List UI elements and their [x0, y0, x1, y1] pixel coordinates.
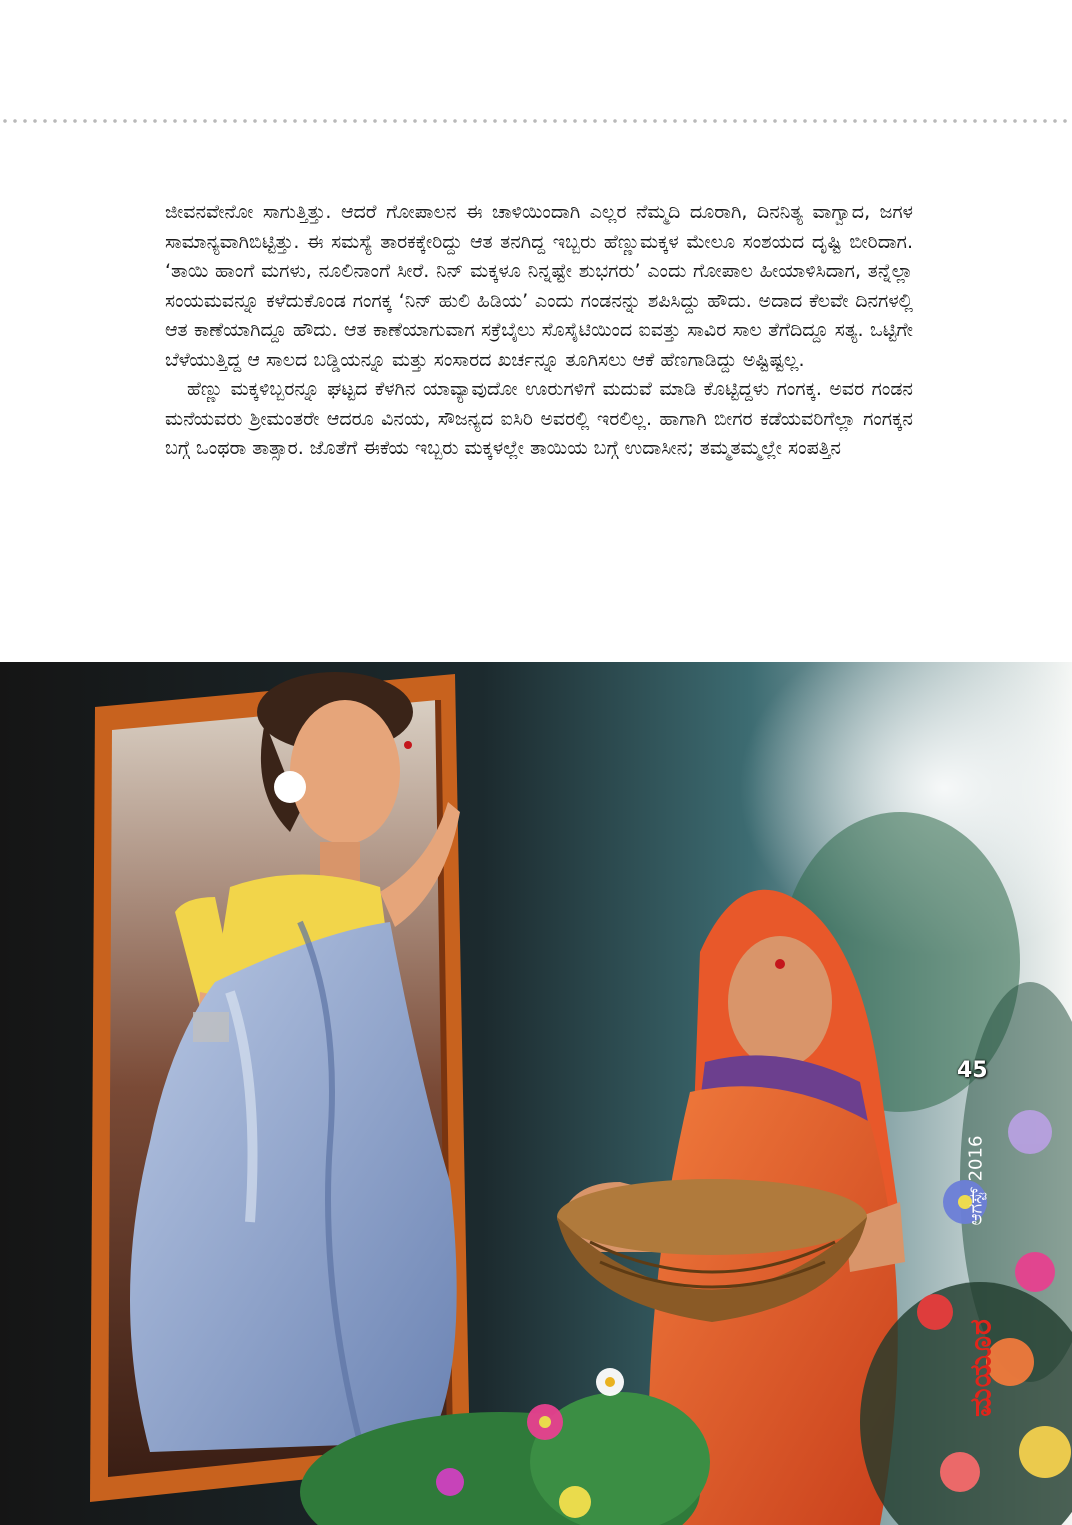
magazine-name: ಮಯೂರ [963, 1318, 999, 1417]
top-dotted-rule [0, 118, 1072, 124]
story-illustration [0, 662, 1072, 1525]
article-body [165, 198, 913, 464]
issue-date: ಆಗಸ್ಟ್ 2016 [965, 1135, 987, 1226]
page-number: 45 [957, 1058, 988, 1083]
magazine-masthead [946, 1290, 1016, 1470]
paragraph-1: ಜೀವನವೇನೋ ಸಾಗುತ್ತಿತ್ತು. ಆದರೆ ಗೋಪಾಲನ ಈ ಚಾಳಿಯಿಂದಾಗಿ ಎಲ್ಲರ ನೆಮ್ಮದಿ ದೂರಾಗಿ, ದಿನನಿತ್ಯ ವಾಗ್ವಾದ, ಜಗಳ ಸಾಮಾನ್ಯವಾಗಿಬಿಟ್ಟಿತ್ತು. ಈ ಸಮಸ್ಯೆ ತಾರಕಕ್ಕೇರಿದ್ದು ಆತ ತನಗಿದ್ದ ಇಬ್ಬರು ಹೆಣ್ಣುಮಕ್ಕಳ ಮೇಲೂ ಸಂಶಯದ ದೃಷ್ಟಿ ಬೀರಿದಾಗ. ‘ತಾಯಿ ಹಾಂಗೆ ಮಗಳು, ನೂಲಿನಾಂಗೆ ಸೀರೆ. ನಿನ್ ಮಕ್ಕಳೂ ನಿನ್ನಷ್ಟೇ ಶುಭಗರು’ ಎಂದು ಗೋಪಾಲ ಹೀಯಾಳಿಸಿದಾಗ, ತನ್ನೆಲ್ಲಾ ಸಂಯಮವನ್ನೂ ಕಳೆದುಕೊಂಡ ಗಂಗಕ್ಕ ‘ನಿನ್ ಹುಲಿ ಹಿಡಿಯ’ ಎಂದು ಗಂಡನನ್ನು ಶಪಿಸಿದ್ದು ಹೌದು. ಅದಾದ ಕೆಲವೇ ದಿನಗಳಲ್ಲಿ ಆತ ಕಾಣೆಯಾಗಿದ್ದೂ ಹೌದು. ಆತ ಕಾಣೆಯಾಗುವಾಗ ಸಕ್ರೆಬೈಲು ಸೊಸೈಟಿಯಿಂದ ಐವತ್ತು ಸಾವಿರ ಸಾಲ ತೆಗೆದಿದ್ದೂ ಸತ್ಯ. ಒಟ್ಟಿಗೇ ಬೆಳೆಯುತ್ತಿದ್ದ ಆ ಸಾಲದ ಬಡ್ಡಿಯನ್ನೂ ಮತ್ತು ಸಂಸಾರದ ಖರ್ಚನ್ನೂ ತೂಗಿಸಲು ಆಕೆ ಹೆಣಗಾಡಿದ್ದು ಅಷ್ಟಿಷ್ಟಲ್ಲ. [165, 201, 913, 371]
paragraph-2: ಹೆಣ್ಣು ಮಕ್ಕಳಿಬ್ಬರನ್ನೂ ಘಟ್ಟದ ಕೆಳಗಿನ ಯಾವ್ಯಾವುದೋ ಊರುಗಳಿಗೆ ಮದುವೆ ಮಾಡಿ ಕೊಟ್ಟಿದ್ದಳು ಗಂಗಕ್ಕ. ಅವರ ಗಂಡನ ಮನೆಯವರು ಶ್ರೀಮಂತರೇ ಆದರೂ ವಿನಯ, ಸೌಜನ್ಯದ ಐಸಿರಿ ಅವರಲ್ಲಿ ಇರಲಿಲ್ಲ. ಹಾಗಾಗಿ ಬೀಗರ ಕಡೆಯವರಿಗೆಲ್ಲಾ ಗಂಗಕ್ಕನ ಬಗ್ಗೆ ಒಂಥರಾ ತಾತ್ಸಾರ. ಜೊತೆಗೆ ಈಕೆಯ ಇಬ್ಬರು ಮಕ್ಕಳಲ್ಲೇ ತಾಯಿಯ ಬಗ್ಗೆ ಉದಾಸೀನ; ತಮ್ಮತಮ್ಮಲ್ಲೇ ಸಂಪತ್ತಿನ [165, 378, 913, 459]
